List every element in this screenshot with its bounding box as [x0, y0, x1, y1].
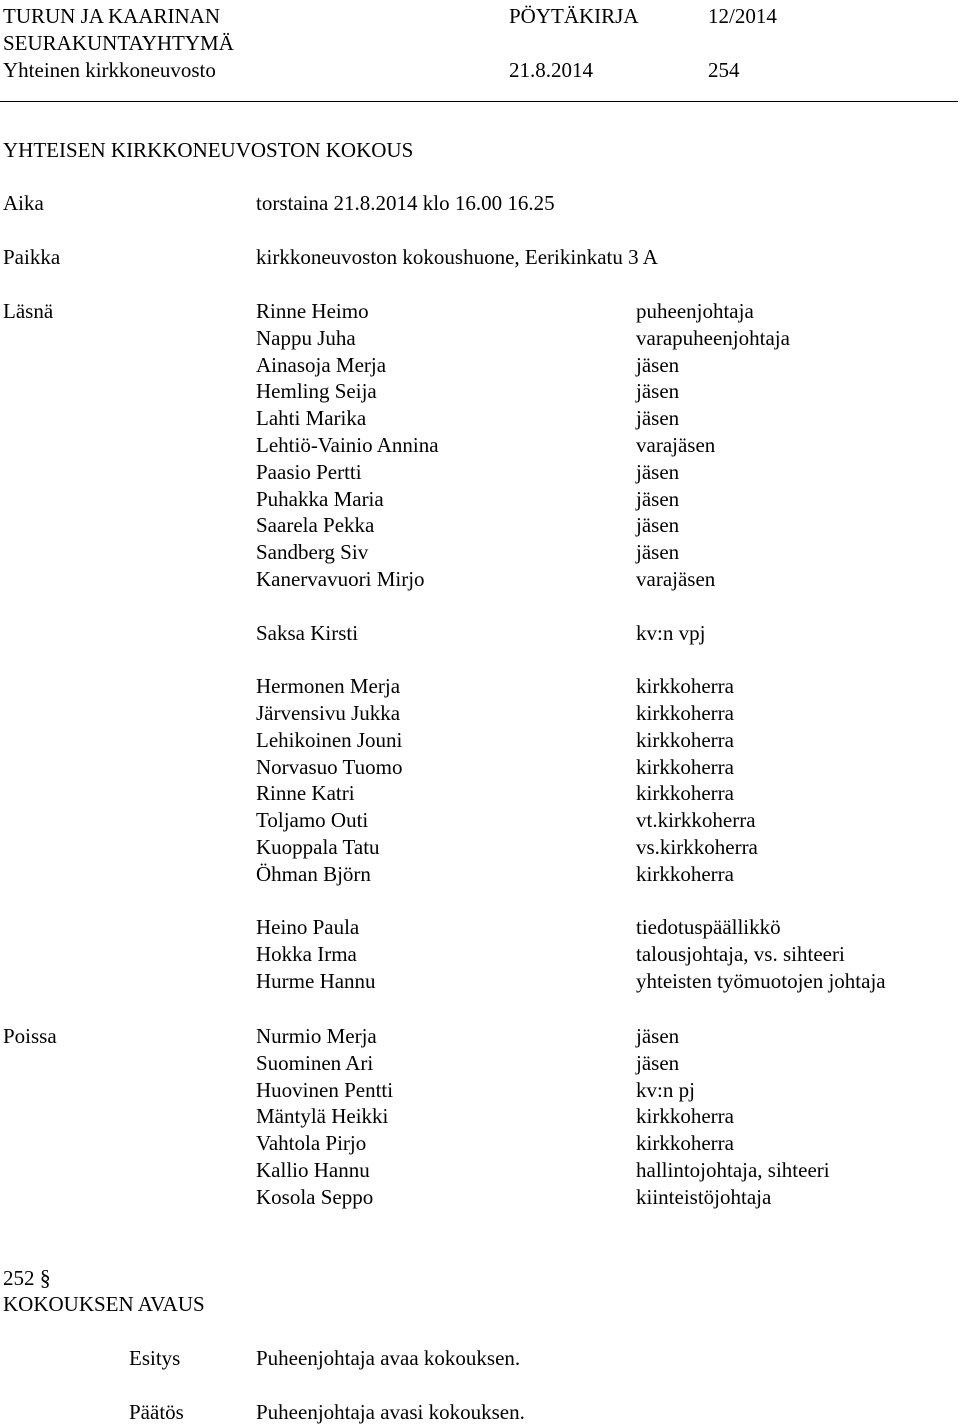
attendee-role: kv:n pj	[636, 1078, 695, 1102]
attendee-name: Vahtola Pirjo	[256, 1131, 367, 1155]
attendee-role: kirkkoherra	[636, 781, 734, 805]
attendee-role: kirkkoherra	[636, 1131, 734, 1155]
attendee-name: Heino Paula	[256, 915, 360, 939]
attendee-role: varapuheenjohtaja	[636, 326, 790, 350]
attendee-role: vt.kirkkoherra	[636, 808, 756, 832]
attendee-name: Nappu Juha	[256, 326, 356, 350]
proposal-label: Esitys	[129, 1346, 181, 1370]
place-label: Paikka	[3, 245, 61, 269]
attendee-name: Hemling Seija	[256, 379, 377, 403]
attendee-name: Suominen Ari	[256, 1051, 374, 1075]
attendee-role: kirkkoherra	[636, 728, 734, 752]
attendee-role: yhteisten työmuotojen johtaja	[636, 969, 886, 993]
time-value: torstaina 21.8.2014 klo 16.00 16.25	[256, 191, 555, 215]
attendee-name: Mäntylä Heikki	[256, 1104, 389, 1128]
absent-label: Poissa	[3, 1024, 57, 1048]
document-number: 12/2014	[708, 4, 777, 28]
attendee-role: talousjohtaja, vs. sihteeri	[636, 942, 845, 966]
attendee-name: Kuoppala Tatu	[256, 835, 380, 859]
attendee-role: kirkkoherra	[636, 755, 734, 779]
attendee-name: Rinne Katri	[256, 781, 355, 805]
attendee-role: kv:n vpj	[636, 621, 706, 645]
attendee-name: Norvasuo Tuomo	[256, 755, 403, 779]
attendee-role: kiinteistöjohtaja	[636, 1185, 772, 1209]
page-number: 254	[708, 58, 740, 82]
meeting-date: 21.8.2014	[509, 58, 593, 82]
attendee-role: kirkkoherra	[636, 1104, 734, 1128]
item-number: 252	[3, 1266, 35, 1290]
decision-label: Päätös	[129, 1400, 184, 1424]
attendee-role: tiedotuspäällikkö	[636, 915, 781, 939]
meeting-title: YHTEISEN KIRKKONEUVOSTON KOKOUS	[3, 138, 414, 162]
attendee-name: Rinne Heimo	[256, 299, 369, 323]
time-label: Aika	[3, 191, 44, 215]
attendee-role: varajäsen	[636, 567, 716, 591]
attendee-name: Kallio Hannu	[256, 1158, 370, 1182]
attendee-name: Puhakka Maria	[256, 487, 384, 511]
attendee-role: kirkkoherra	[636, 674, 734, 698]
attendee-name: Ainasoja Merja	[256, 353, 387, 377]
attendee-role: jäsen	[636, 1024, 680, 1048]
attendee-name: Huovinen Pentti	[256, 1078, 394, 1102]
item-heading	[3, 1265, 51, 1291]
attendee-name: Lahti Marika	[256, 406, 367, 430]
attendee-role: kirkkoherra	[636, 862, 734, 886]
body-name: Yhteinen kirkkoneuvosto	[3, 58, 216, 82]
attendee-name: Saarela Pekka	[256, 513, 375, 537]
decision-text: Puheenjohtaja avasi kokouksen.	[256, 1400, 525, 1424]
attendee-name: Järvensivu Jukka	[256, 701, 401, 725]
place-value: kirkkoneuvoston kokoushuone, Eerikinkatu 3 A	[256, 245, 658, 269]
attendee-role: jäsen	[636, 487, 680, 511]
attendee-name: Saksa Kirsti	[256, 621, 359, 645]
proposal-text: Puheenjohtaja avaa kokouksen.	[256, 1346, 521, 1370]
attendee-role: kirkkoherra	[636, 701, 734, 725]
attendee-role: jäsen	[636, 353, 680, 377]
attendee-role: jäsen	[636, 1051, 680, 1075]
attendee-name: Toljamo Outi	[256, 808, 369, 832]
document-type: PÖYTÄKIRJA	[509, 4, 639, 28]
attendee-role: varajäsen	[636, 433, 716, 457]
section-sign: §	[39, 1265, 51, 1290]
attendee-role: puheenjohtaja	[636, 299, 754, 323]
organization-name-line1: TURUN JA KAARINAN	[3, 4, 221, 28]
attendee-role: vs.kirkkoherra	[636, 835, 758, 859]
organization-name-line2: SEURAKUNTAYHTYMÄ	[3, 31, 234, 55]
attendee-name: Lehtiö-Vainio Annina	[256, 433, 439, 457]
attendee-role: jäsen	[636, 379, 680, 403]
attendee-name: Hermonen Merja	[256, 674, 401, 698]
attendee-role: jäsen	[636, 513, 680, 537]
header-divider	[0, 101, 958, 102]
attendee-name: Hokka Irma	[256, 942, 357, 966]
attendee-name: Nurmio Merja	[256, 1024, 377, 1048]
attendee-role: jäsen	[636, 406, 680, 430]
attendee-role: jäsen	[636, 540, 680, 564]
attendee-role: hallintojohtaja, sihteeri	[636, 1158, 830, 1182]
attendee-role: jäsen	[636, 460, 680, 484]
item-title: KOKOUKSEN AVAUS	[3, 1292, 205, 1316]
present-label: Läsnä	[3, 299, 54, 323]
attendee-name: Kosola Seppo	[256, 1185, 374, 1209]
attendee-name: Öhman Björn	[256, 862, 371, 886]
attendee-name: Hurme Hannu	[256, 969, 376, 993]
attendee-name: Sandberg Siv	[256, 540, 369, 564]
attendee-name: Paasio Pertti	[256, 460, 362, 484]
attendee-name: Kanervavuori Mirjo	[256, 567, 425, 591]
attendee-name: Lehikoinen Jouni	[256, 728, 403, 752]
